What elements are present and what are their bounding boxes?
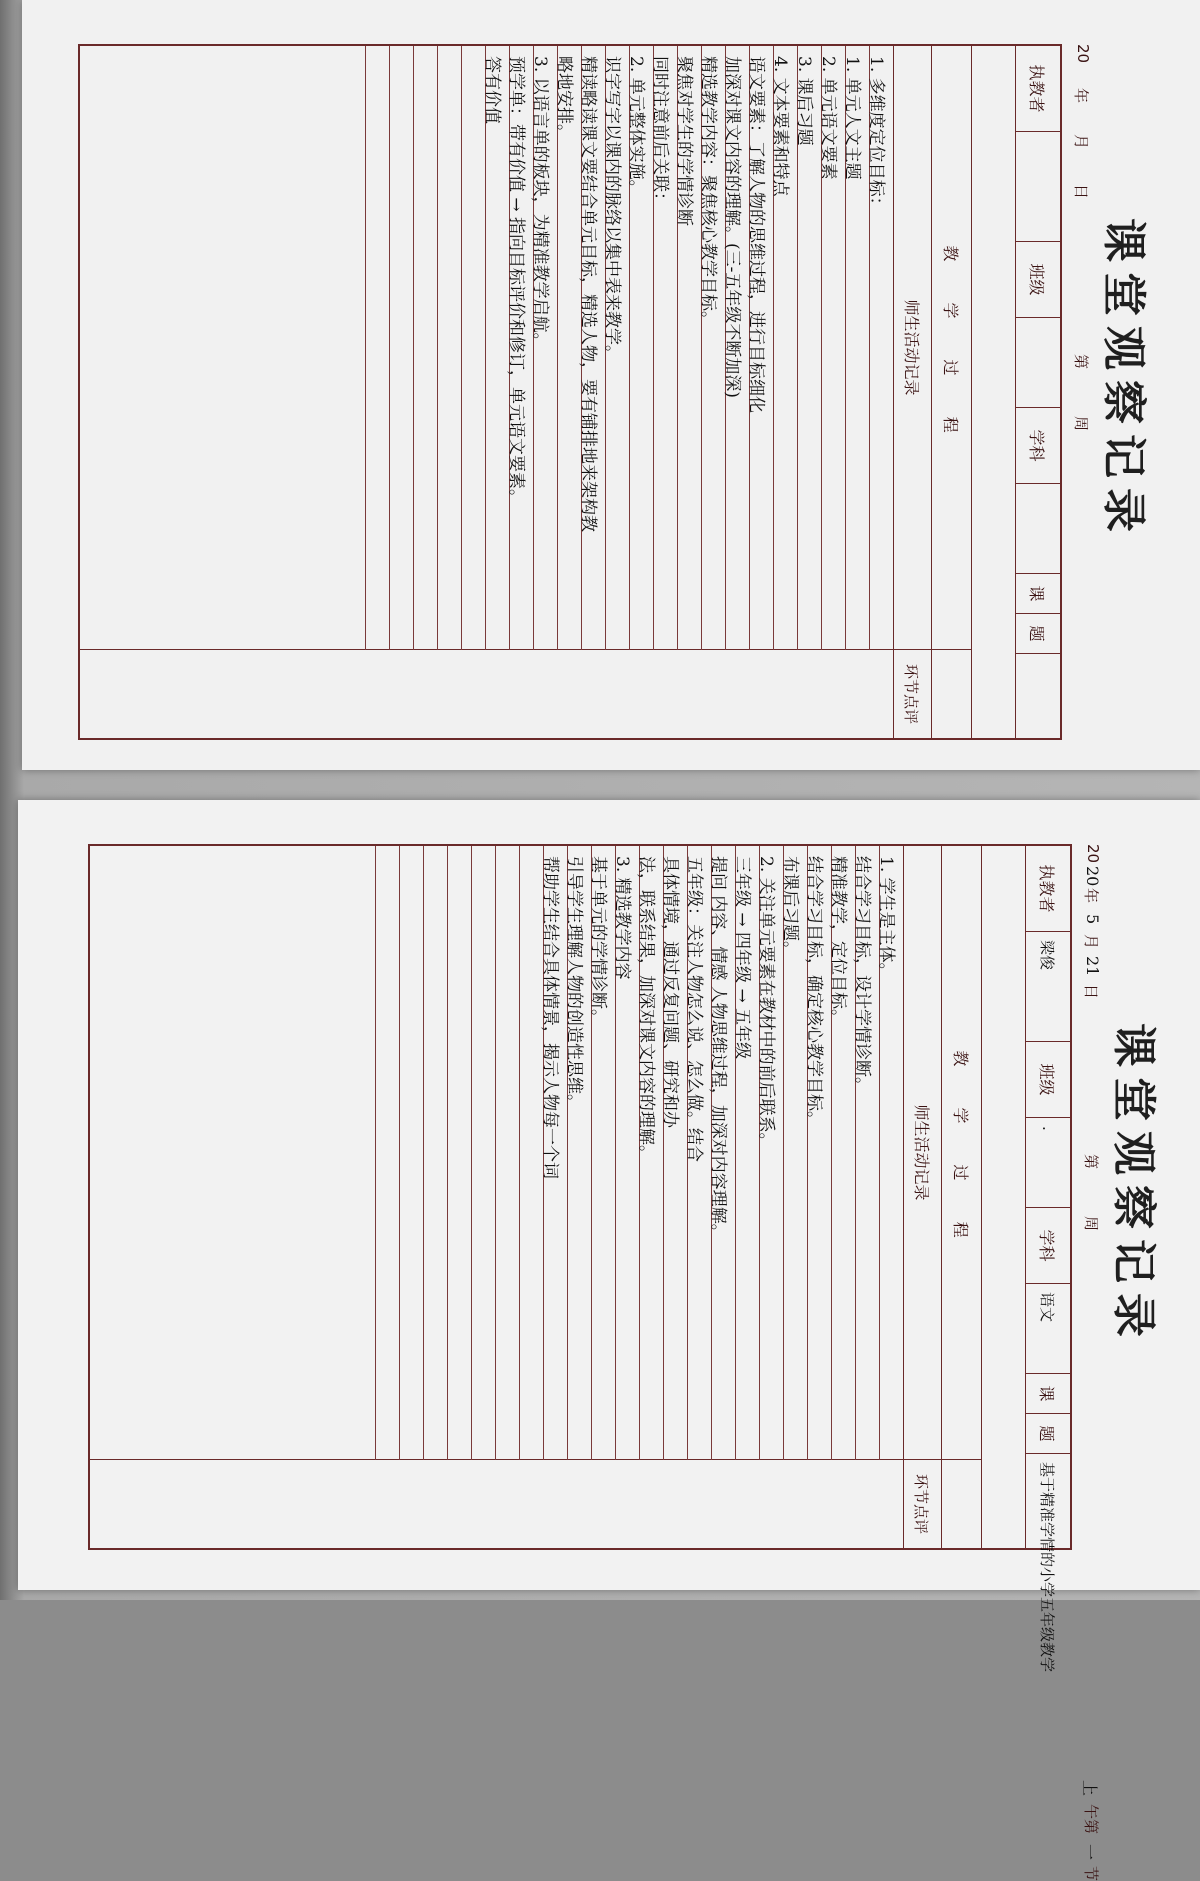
activity-lines bbox=[90, 846, 904, 1460]
section-header bbox=[941, 846, 982, 1548]
subject-label: 学科 bbox=[1016, 408, 1060, 484]
observation-sheet-bottom bbox=[18, 800, 1200, 1881]
ruled-line bbox=[461, 46, 462, 650]
activity-header: 师生活动记录 bbox=[904, 846, 942, 1460]
header-line bbox=[1076, 844, 1102, 1881]
handwritten-line: 同时注意前后关联： bbox=[650, 56, 670, 209]
info-row-2 bbox=[971, 46, 1016, 738]
handwritten-line: 4. 文本要素和特点 bbox=[770, 56, 790, 197]
activity-header: 师生活动记录 bbox=[894, 46, 932, 650]
ruled-line bbox=[471, 846, 472, 1460]
ruled-line bbox=[485, 46, 486, 650]
handwritten-line: 三年级 → 四年级 → 五年级 bbox=[732, 856, 752, 1060]
ruled-line bbox=[389, 46, 390, 650]
month-label: 月 bbox=[1082, 934, 1100, 950]
topic-label-1: 课 bbox=[1026, 1374, 1070, 1414]
handwritten-line: 结合学习目标，设计学情诊断。 bbox=[852, 856, 872, 1094]
handwritten-line: 3. 精选教学内容 bbox=[612, 856, 632, 980]
topic-label-2: 题 bbox=[1016, 614, 1060, 654]
handwritten-line: 识字写字以课内的脉络以集中表来教学。 bbox=[602, 56, 622, 362]
handwritten-line: 2. 单元语文要素 bbox=[818, 56, 838, 180]
handwritten-line: 精读略读课文要结合单元目标，精选人物，要有铺排地来架构教 bbox=[578, 56, 598, 532]
handwritten-line: 1. 多维度定位目标： bbox=[866, 56, 886, 214]
activity-lines bbox=[80, 46, 894, 650]
comment-header: 环节点评 bbox=[912, 1473, 930, 1534]
handwritten-line: 精选教学内容：聚焦核心教学目标。 bbox=[698, 56, 718, 328]
handwritten-line: 语文要素：了解人物的思维过程，进行目标细化 bbox=[746, 56, 766, 413]
handwritten-line: 1. 单元人文主题 bbox=[842, 56, 862, 180]
handwritten-line: 具体情境，通过反复问题、研究和办 bbox=[660, 856, 680, 1128]
week-suffix: 周 bbox=[1072, 416, 1090, 432]
handwritten-line: 3. 课后习题 bbox=[794, 56, 814, 146]
handwritten-line: 五年级：关注人物怎么说、怎么做。结合 bbox=[684, 856, 704, 1162]
ruled-line bbox=[447, 846, 448, 1460]
sub-header bbox=[893, 46, 932, 738]
class-label: 班级 bbox=[1016, 242, 1060, 318]
info-row-2 bbox=[981, 846, 1026, 1548]
period-am: 上 bbox=[1080, 1780, 1099, 1797]
teacher-value: 梁俊 bbox=[1026, 932, 1070, 1042]
page-title: 课堂观察记录 bbox=[1108, 1023, 1159, 1347]
handwritten-line: 结合学习目标，确定核心教学目标。 bbox=[804, 856, 824, 1128]
handwritten-line: 聚焦对学生的学情诊断 bbox=[674, 56, 694, 226]
teacher-label: 执教者 bbox=[1016, 46, 1060, 132]
handwritten-line: 加深对课文内容的理解。(三-五年级不断加深) bbox=[722, 56, 742, 399]
ruled-line bbox=[495, 846, 496, 1460]
section-title: 教 学 过 程 bbox=[941, 245, 961, 451]
day-label: 日 bbox=[1072, 184, 1090, 200]
ruled-line bbox=[423, 846, 424, 1460]
year-label: 年 bbox=[1082, 888, 1100, 904]
ruled-line bbox=[413, 46, 414, 650]
header-line bbox=[1066, 44, 1092, 740]
handwritten-line: 布课后习题。 bbox=[780, 856, 800, 958]
handwritten-line: 预学单：带有价值 → 指向目标评价和修订，单元语文要素。 bbox=[506, 56, 526, 507]
year-prefix: 20 bbox=[1074, 44, 1092, 64]
handwritten-line: 基于单元的学情诊断。 bbox=[588, 856, 608, 1026]
week-prefix: 第 bbox=[1072, 354, 1090, 370]
teacher-label: 执教者 bbox=[1026, 846, 1070, 932]
day-value: 21 bbox=[1083, 956, 1102, 977]
page-title: 课堂观察记录 bbox=[1098, 218, 1149, 542]
topic-label-1: 课 bbox=[1016, 574, 1060, 614]
section-title: 教 学 过 程 bbox=[951, 1050, 971, 1256]
section-header bbox=[931, 46, 972, 738]
handwritten-line: 1. 学生是主体。 bbox=[876, 856, 896, 980]
comment-header: 环节点评 bbox=[902, 663, 920, 724]
subject-value bbox=[1016, 484, 1060, 574]
month-value: 5 bbox=[1083, 914, 1102, 925]
comment-column bbox=[80, 649, 972, 738]
year-label: 年 bbox=[1072, 88, 1090, 104]
year-value: 20 bbox=[1083, 866, 1102, 887]
info-row bbox=[1015, 46, 1060, 738]
week-prefix: 第 bbox=[1082, 1154, 1100, 1170]
topic-value bbox=[1016, 654, 1060, 738]
ruled-line bbox=[365, 46, 366, 650]
record-table bbox=[88, 844, 1072, 1673]
year-prefix: 20 bbox=[1084, 844, 1102, 864]
handwritten-line: 2. 单元整体实施。 bbox=[626, 56, 646, 197]
day-label: 日 bbox=[1082, 984, 1100, 1000]
teacher-value bbox=[1016, 132, 1060, 242]
handwritten-line: 3. 以语言单的板块，为精准教学启航。 bbox=[530, 56, 550, 350]
handwritten-line: 答有价值 bbox=[482, 56, 502, 124]
class-label: 班级 bbox=[1026, 1042, 1070, 1118]
record-table bbox=[78, 44, 1062, 740]
subject-label: 学科 bbox=[1026, 1208, 1070, 1284]
subject-value: 语文 bbox=[1026, 1284, 1070, 1374]
handwritten-line: 帮助学生结合具体情景，揭示人物每一个词 bbox=[540, 856, 560, 1179]
ruled-line bbox=[399, 846, 400, 1460]
comment-column bbox=[90, 1459, 982, 1548]
handwritten-line: 法，联系结果，加深对课文内容的理解。 bbox=[636, 856, 656, 1162]
ruled-line bbox=[437, 46, 438, 650]
period-suffix: 节 bbox=[1082, 1866, 1100, 1881]
observation-sheet-top bbox=[22, 0, 1200, 770]
period-prefix: 午第 bbox=[1082, 1804, 1100, 1835]
topic-value: 基于精准学情的小学五年级教学 bbox=[1038, 1462, 1057, 1673]
week-suffix: 周 bbox=[1082, 1216, 1100, 1232]
ruled-line bbox=[519, 846, 520, 1460]
handwritten-line: 提问 内容、情感 人物思维过程，加深对内容理解。 bbox=[708, 856, 728, 1241]
sub-header bbox=[903, 846, 942, 1548]
handwritten-line: 引导学生理解人物的创造性思维。 bbox=[564, 856, 584, 1111]
class-value bbox=[1016, 318, 1060, 408]
ruled-line bbox=[375, 846, 376, 1460]
topic-label-2: 题 bbox=[1026, 1414, 1070, 1454]
info-row bbox=[1025, 846, 1070, 1673]
handwritten-line: 精准教学，定位目标。 bbox=[828, 856, 848, 1026]
month-label: 月 bbox=[1072, 134, 1090, 150]
handwritten-line: 2. 关注单元要素在教材中的前后联系。 bbox=[756, 856, 776, 1150]
class-value: . bbox=[1026, 1118, 1070, 1208]
handwritten-line: 略地安排。 bbox=[554, 56, 574, 141]
period-value: 一 bbox=[1080, 1844, 1099, 1861]
